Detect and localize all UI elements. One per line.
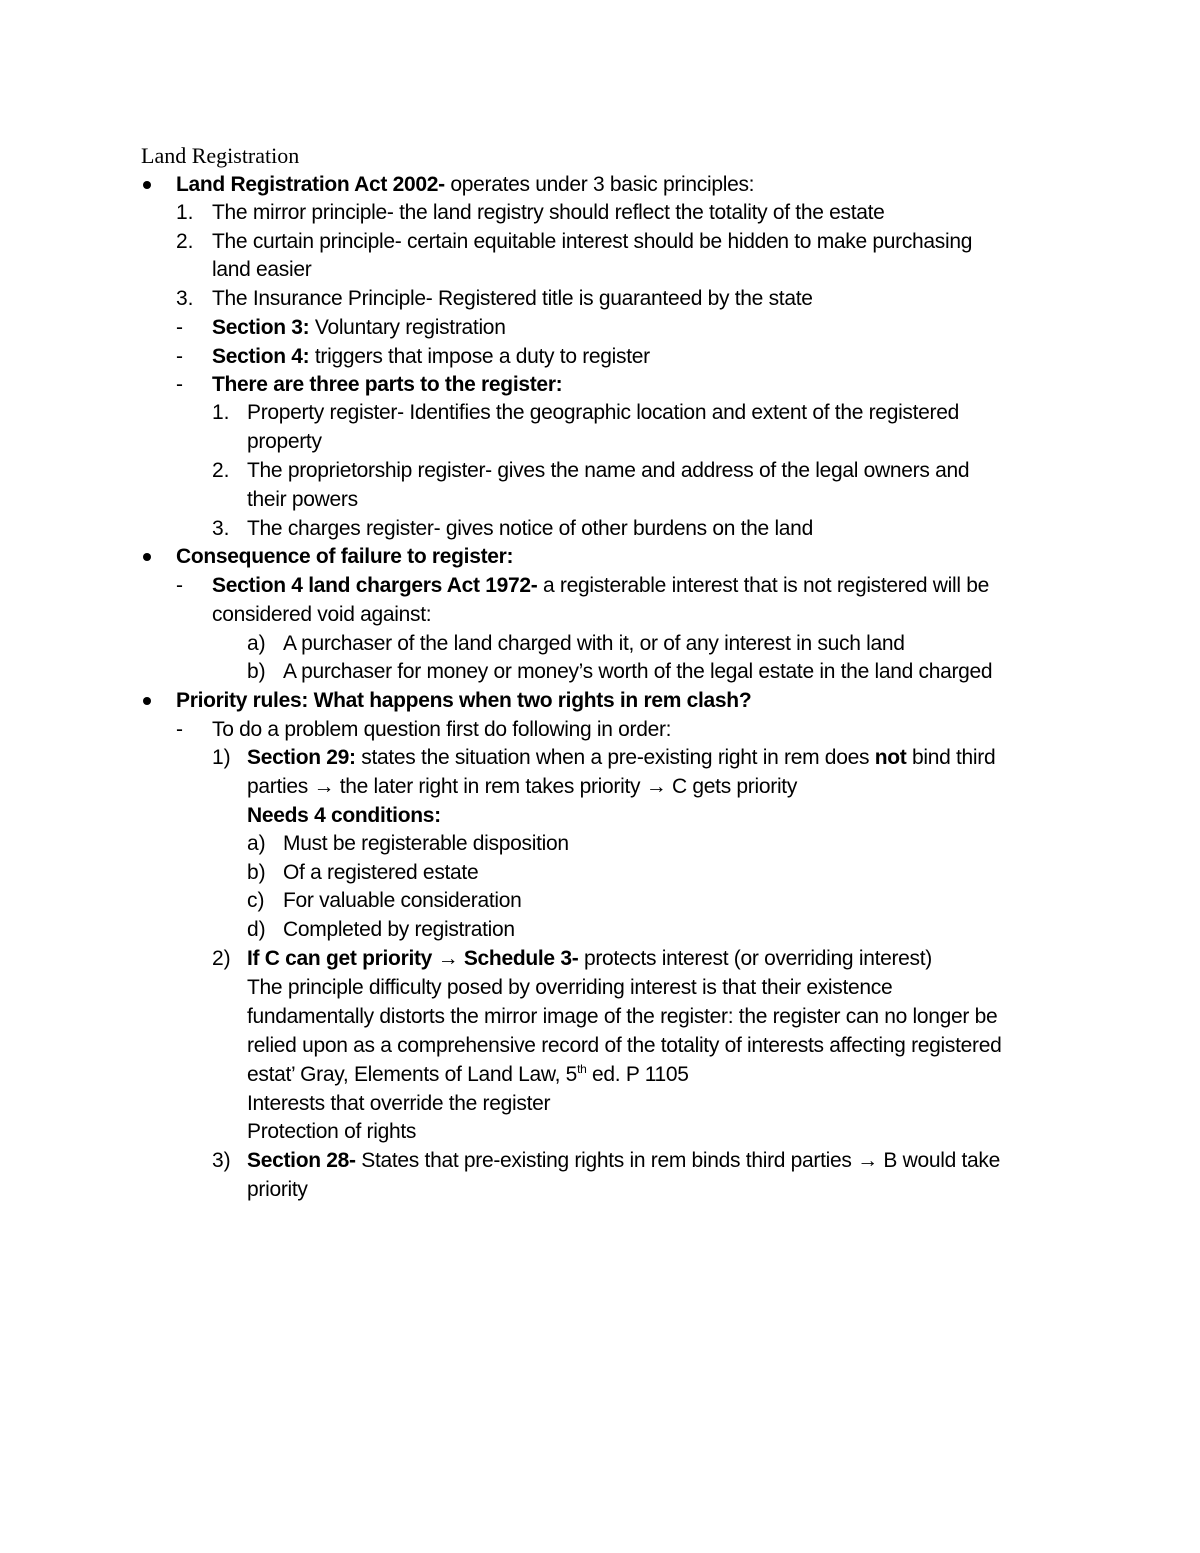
list-marker: 3.: [212, 517, 230, 540]
list-marker: 1): [212, 746, 231, 769]
lra-label: Land Registration Act 2002-: [176, 173, 445, 196]
register-part-item: Property register- Identifies the geographic location and extent of the registered: [247, 401, 960, 424]
list-marker: b): [247, 660, 266, 683]
condition-item: For valuable consideration: [283, 889, 522, 912]
principle-item: The curtain principle- certain equitable interest should be hidden to make purchasing: [212, 230, 973, 253]
list-marker: 2.: [212, 459, 230, 482]
bullet-icon: [143, 553, 151, 561]
dash-marker: -: [176, 316, 183, 339]
note-line: Interests that override the register: [247, 1092, 551, 1115]
list-marker: c): [247, 889, 265, 912]
dash-item-continued: considered void against:: [212, 603, 432, 626]
register-part-continued: their powers: [247, 488, 358, 511]
list-marker: 3): [212, 1149, 231, 1172]
list-marker: b): [247, 861, 266, 884]
lra-text: operates under 3 basic principles:: [444, 173, 755, 196]
note-line: Protection of rights: [247, 1120, 417, 1143]
list-marker: 2): [212, 947, 231, 970]
list-marker: d): [247, 918, 266, 941]
step-item-continued: priority: [247, 1178, 308, 1201]
principle-item: The Insurance Principle- Registered title is guaranteed by the state: [212, 287, 813, 310]
bullet-icon: [143, 697, 151, 705]
list-marker: 1.: [176, 201, 194, 224]
void-against-item: A purchaser for money or money’s worth of the legal estate in the land charged: [283, 660, 993, 683]
step-item: Section 29: states the situation when a pre-existing right in rem does not bind third: [247, 746, 996, 769]
bullet-icon: [143, 181, 151, 189]
document-title: Land Registration: [141, 143, 300, 168]
list-marker: a): [247, 632, 266, 655]
principle-item: The mirror principle- the land registry should reflect the totality of the estate: [212, 201, 885, 224]
dash-marker: -: [176, 574, 183, 597]
arrow-right-icon: →: [313, 775, 335, 798]
quote-line: relied upon as a comprehensive record of the totality of interests affecting registered: [247, 1034, 1002, 1057]
dash-item: To do a problem question first do following in order:: [212, 718, 672, 741]
dash-marker: -: [176, 373, 183, 396]
dash-item: Section 4 land chargers Act 1972- a registerable interest that is not registered will be: [212, 574, 990, 597]
register-part-item: The charges register- gives notice of other burdens on the land: [247, 517, 813, 540]
quote-line: The principle difficulty posed by overriding interest is that their existence: [247, 976, 893, 999]
failure-heading: Consequence of failure to register:: [176, 545, 514, 568]
step-item: If C can get priority → Schedule 3- protects interest (or overriding interest): [247, 947, 932, 970]
dash-marker: -: [176, 345, 183, 368]
dash-marker: -: [176, 718, 183, 741]
condition-item: Of a registered estate: [283, 861, 479, 884]
condition-item: Completed by registration: [283, 918, 515, 941]
list-marker: 2.: [176, 230, 194, 253]
arrow-right-icon: →: [857, 1149, 878, 1172]
list-marker: 1.: [212, 401, 230, 424]
condition-item: Must be registerable disposition: [283, 832, 569, 855]
conditions-label: Needs 4 conditions:: [247, 804, 441, 827]
step-item: Section 28- States that pre-existing rights in rem binds third parties → B would take: [247, 1149, 1001, 1172]
dash-item: There are three parts to the register:: [212, 373, 563, 396]
quote-citation: estat’ Gray, Elements of Land Law, 5th ed. P 1105: [247, 1062, 689, 1086]
arrow-right-icon: →: [437, 947, 459, 970]
lra-heading: [176, 171, 754, 199]
dash-item: Section 3: Voluntary registration: [212, 316, 506, 339]
list-marker: 3.: [176, 287, 194, 310]
list-marker: a): [247, 832, 266, 855]
principle-item-continued: land easier: [212, 258, 312, 281]
step-item-continued: parties → the later right in rem takes priority → C gets priority: [247, 775, 798, 798]
register-part-item: The proprietorship register- gives the name and address of the legal owners and: [247, 459, 970, 482]
priority-heading: Priority rules: What happens when two rights in rem clash?: [176, 689, 752, 712]
dash-item: Section 4: triggers that impose a duty to register: [212, 345, 650, 368]
quote-line: fundamentally distorts the mirror image of the register: the register can no longer be: [247, 1005, 998, 1028]
register-part-continued: property: [247, 430, 322, 453]
void-against-item: A purchaser of the land charged with it, or of any interest in such land: [283, 632, 905, 655]
arrow-right-icon: →: [645, 775, 667, 798]
